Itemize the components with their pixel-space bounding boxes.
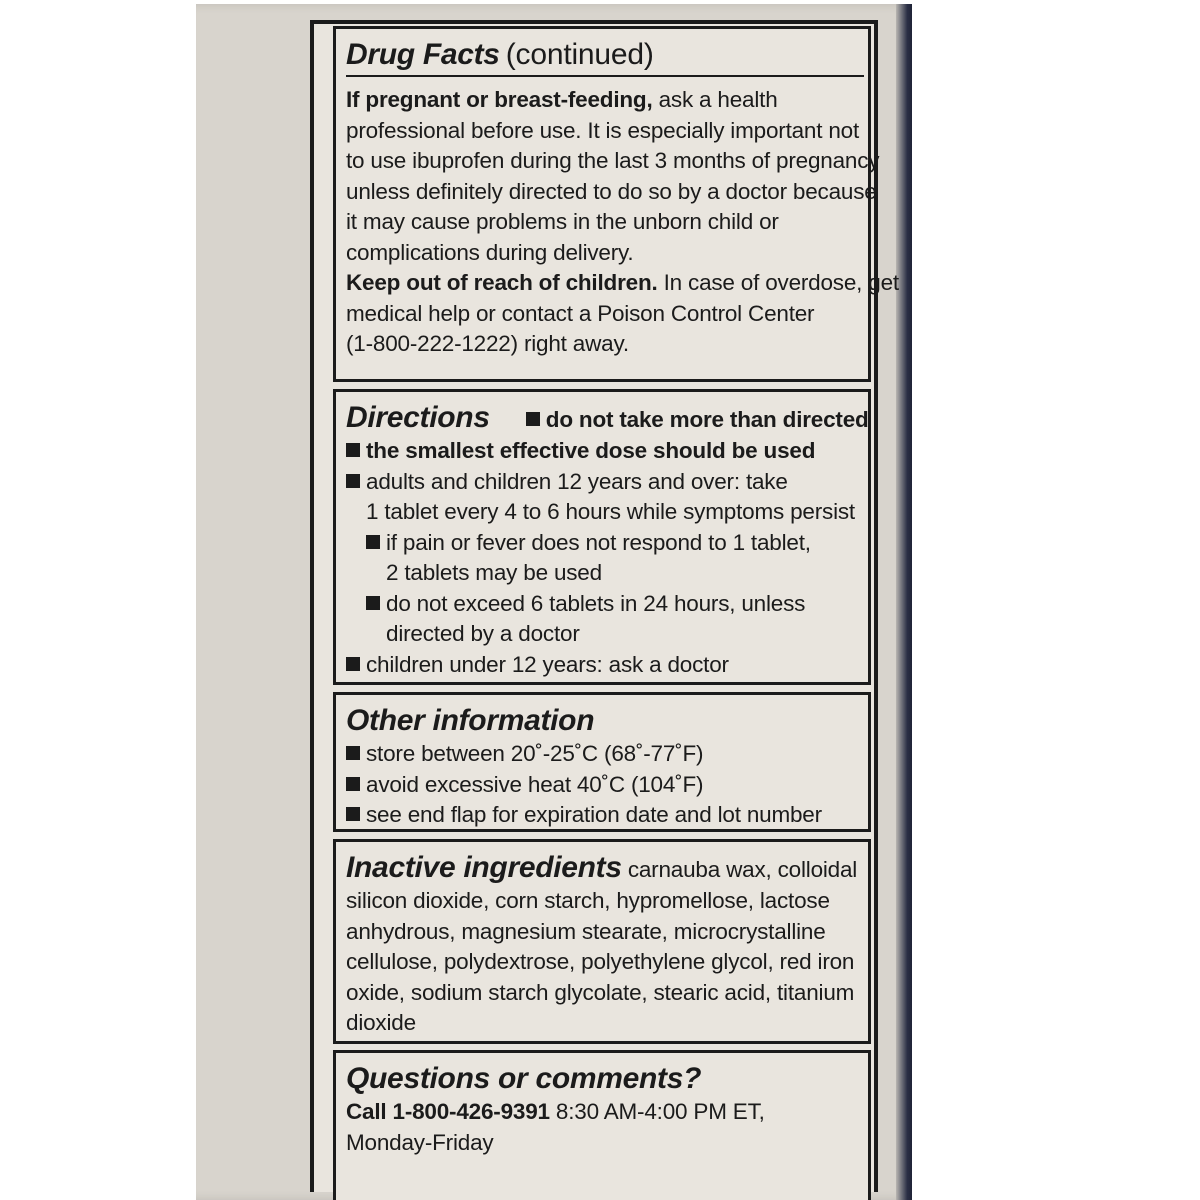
pregnancy-text: to use ibuprofen during the last 3 months of pregnancy (346, 148, 880, 173)
questions-call-line (346, 1097, 858, 1128)
keep-out-bold: Keep out of reach of children. (346, 270, 658, 295)
other-information-section (333, 692, 871, 832)
other-info-item-line (346, 770, 858, 801)
directions-item: children under 12 years: ask a doctor (366, 651, 729, 677)
other-info-item: see end flap for expiration date and lot number (366, 802, 822, 827)
other-info-item: avoid excessive heat 40˚C (104˚F) (366, 771, 704, 797)
keep-out-text: In case of overdose, get (657, 270, 899, 295)
package-edge (896, 4, 912, 1200)
bullet-square-icon (366, 535, 380, 549)
inactive-first-line (346, 850, 858, 886)
pregnancy-warning-bold: If pregnant or breast-feeding, (346, 87, 653, 112)
drug-facts-title (346, 37, 858, 73)
keep-out-text: (1-800-222-1222) right away. (346, 331, 629, 356)
inactive-ingredients-text: anhydrous, magnesium stearate, microcrystalline (346, 918, 826, 944)
pregnancy-warning-line (346, 85, 858, 116)
other-info-item-line (346, 800, 858, 831)
pregnancy-text: ask a health (652, 87, 778, 112)
directions-sub-item-line (346, 528, 858, 559)
directions-item: do not exceed 6 tablets in 24 hours, unless (386, 590, 806, 616)
bullet-square-icon (526, 412, 540, 426)
drug-facts-warnings-section (333, 26, 899, 382)
inactive-ingredients-text: oxide, sodium starch glycolate, stearic acid, titanium (346, 979, 855, 1005)
directions-item: adults and children 12 years and over: take (366, 468, 788, 494)
inactive-ingredients-text: cellulose, polydextrose, polyethylene glycol, red iron (346, 949, 855, 974)
directions-item: the smallest effective dose should be used (366, 438, 816, 463)
directions-heading: Directions (346, 401, 490, 434)
bullet-square-icon (346, 807, 360, 821)
pregnancy-text: it may cause problems in the unborn child or (346, 209, 779, 234)
inactive-ingredients-text: carnauba wax, colloidal (627, 857, 858, 882)
bullet-square-icon (346, 474, 360, 488)
keep-out-text: medical help or contact a Poison Control Center (346, 300, 815, 326)
directions-item: directed by a doctor (386, 621, 580, 646)
inactive-ingredients-section (333, 839, 871, 1044)
directions-item: if pain or fever does not respond to 1 tablet, (386, 529, 811, 555)
bullet-square-icon (366, 596, 380, 610)
pregnancy-text: unless definitely directed to do so by a doctor because (346, 178, 877, 204)
directions-item: 1 tablet every 4 to 6 hours while symptoms persist (366, 499, 855, 524)
directions-section (333, 389, 871, 685)
questions-days: Monday-Friday (346, 1129, 494, 1155)
questions-section (333, 1050, 871, 1200)
phone-number: Call 1-800-426-9391 (346, 1099, 550, 1124)
drug-facts-heading: Drug Facts (346, 38, 500, 71)
bullet-square-icon (346, 746, 360, 760)
directions-first-line (346, 400, 869, 436)
pregnancy-text: professional before use. It is especially important not (346, 117, 860, 143)
directions-sub-item-line (346, 589, 858, 620)
inactive-ingredients-text: dioxide (346, 1010, 416, 1035)
directions-item-line (346, 467, 858, 498)
directions-item-line (346, 436, 858, 467)
pregnancy-text: complications during delivery. (346, 239, 634, 265)
directions-item: do not take more than directed (545, 407, 869, 432)
questions-hours: 8:30 AM-4:00 PM ET, (549, 1099, 765, 1124)
directions-item: 2 tablets may be used (386, 560, 602, 585)
heading-rule (346, 75, 864, 77)
other-info-item-line (346, 739, 858, 770)
inactive-ingredients-heading: Inactive ingredients (346, 851, 622, 884)
other-information-heading: Other information (346, 704, 595, 737)
drug-facts-continued: (continued) (505, 38, 654, 71)
keep-out-line (346, 268, 899, 299)
questions-heading: Questions or comments? (346, 1062, 702, 1095)
inactive-ingredients-text: silicon dioxide, corn starch, hypromellose, lactose (346, 888, 830, 913)
other-info-item: store between 20˚-25˚C (68˚-77˚F) (366, 741, 704, 766)
bullet-square-icon (346, 443, 360, 457)
bullet-square-icon (346, 777, 360, 791)
directions-item-line (346, 650, 858, 681)
bullet-square-icon (346, 657, 360, 671)
